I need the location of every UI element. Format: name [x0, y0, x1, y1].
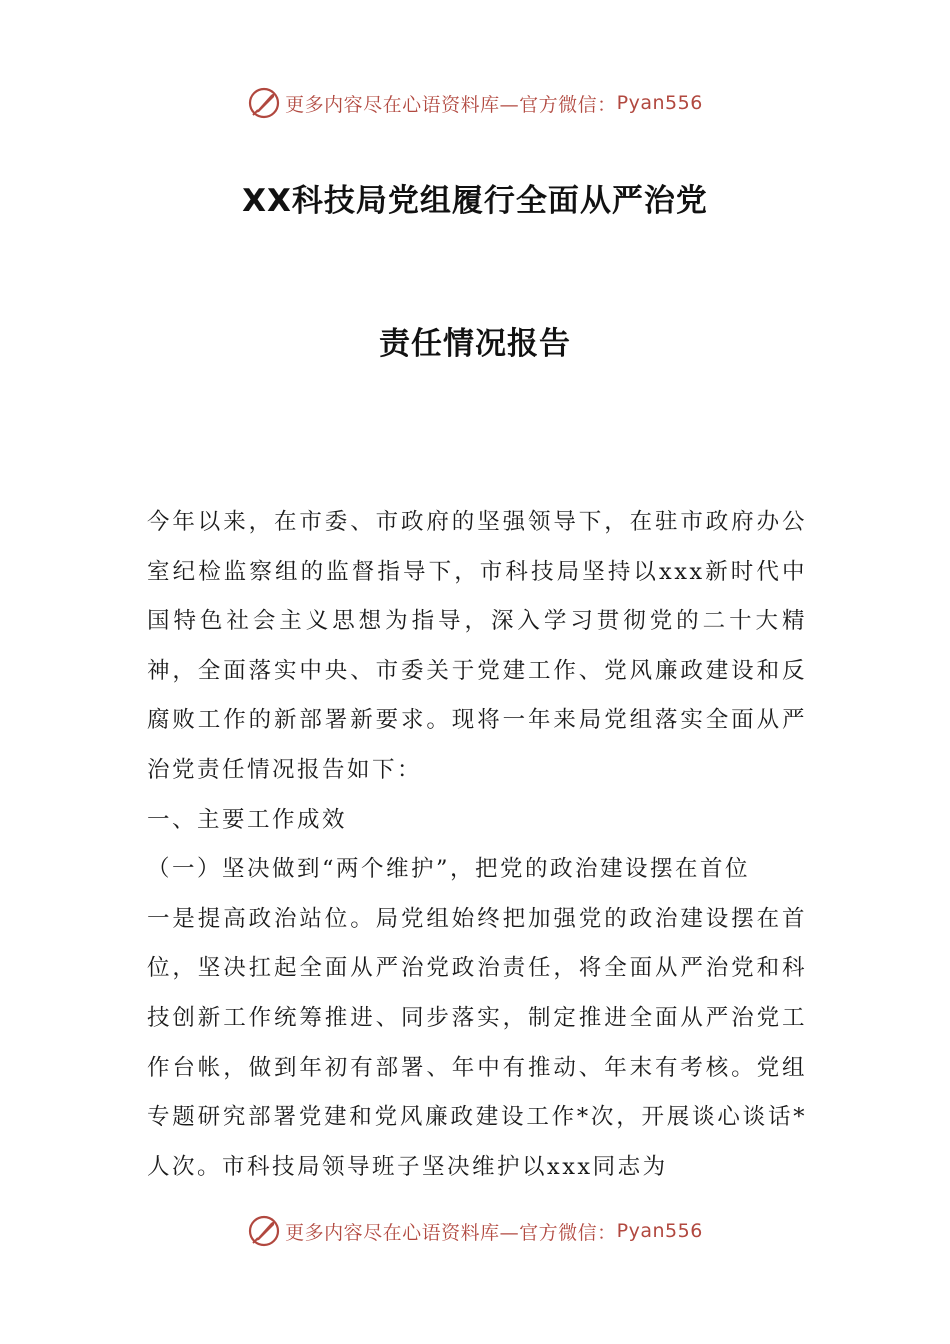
document-body [147, 498, 807, 1192]
header-watermark [0, 83, 950, 123]
intro-paragraph: 今年以来，在市委、市政府的坚强领导下，在驻市政府办公室纪检监察组的监督指导下，市科技局坚持以xxx新时代中国特色社会主义思想为指导，深入学习贯彻党的二十大精神，全面落实中央、市委关于党建工作、党风廉政建设和反腐败工作的新部署新要求。现将一年来局党组落实全面从严治党责任情况报告如下： [147, 509, 807, 783]
watermark-text: 更多内容尽在心语资料库—官方微信： [285, 1221, 617, 1244]
subsection-heading: （一）坚决做到“两个维护”，把党的政治建设摆在首位 [147, 856, 751, 883]
document-title-line2: 责任情况报告 [379, 326, 571, 362]
section-heading: 一、主要工作成效 [147, 806, 348, 833]
document-title-line1: XX科技局党组履行全面从严治党 [242, 183, 708, 219]
watermark-text: 更多内容尽在心语资料库—官方微信： [285, 93, 617, 116]
footer-watermark [0, 1211, 950, 1251]
watermark-handle: Pyan556 [616, 1220, 703, 1242]
body-paragraph: 一是提高政治站位。局党组始终把加强党的政治建设摆在首位，坚决扛起全面从严治党政治责任，将全面从严治党和科技创新工作统筹推进、同步落实，制定推进全面从严治党工作台帐，做到年初有部署、年中有推动、年末有考核。党组专题研究部署党建和党风廉政建设工作*次，开展谈心谈话*人次。市科技局领导班子坚决维护以xxx同志为 [147, 905, 807, 1180]
quill-pen-circle-icon [247, 86, 281, 120]
quill-pen-circle-icon [247, 1214, 281, 1248]
watermark-handle: Pyan556 [616, 92, 703, 114]
